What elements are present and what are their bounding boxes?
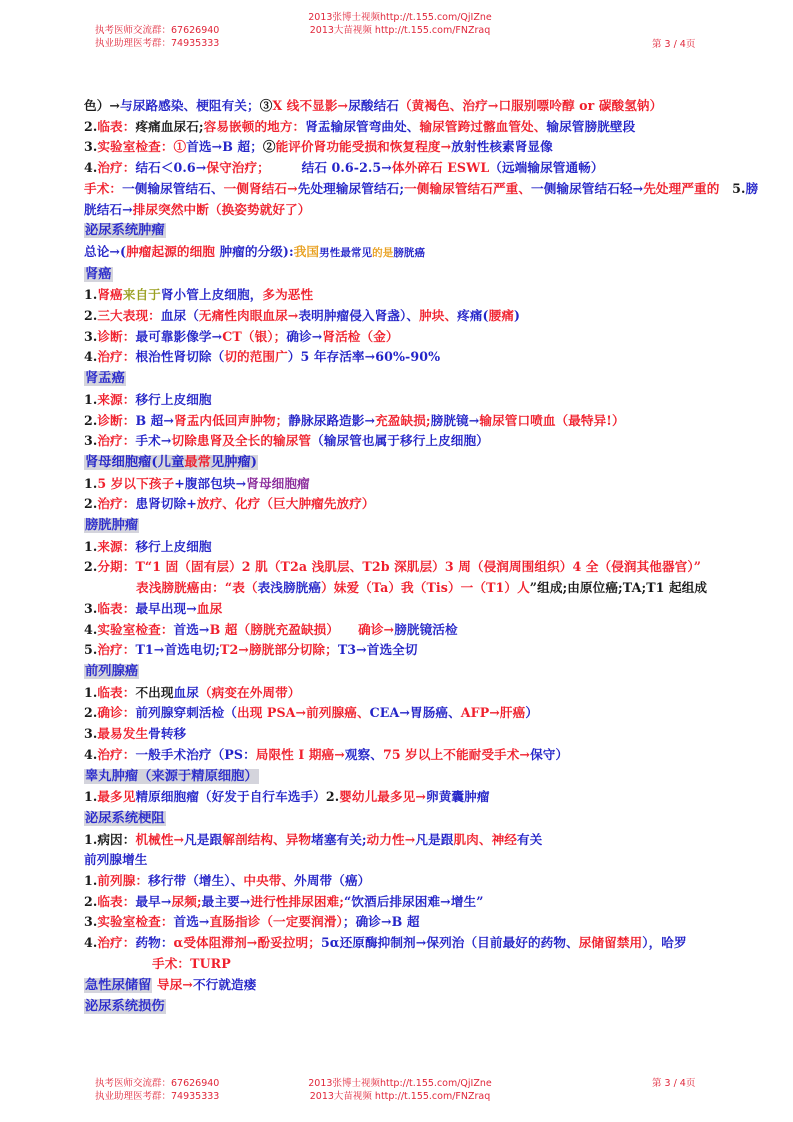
content-line — [84, 912, 764, 933]
document-body — [84, 96, 764, 1018]
text-run: 外周带（癌） — [294, 873, 371, 889]
text-run: 根治性肾切除（ — [135, 349, 225, 365]
text-run: 肾盂内低回声肿物； — [174, 412, 289, 428]
page-number: 第 3 / 4页 — [652, 39, 696, 50]
text-run: 1. — [84, 538, 98, 554]
text-run: 手术： — [152, 955, 191, 971]
text-run: 无痛性肉眼血尿→ — [198, 308, 299, 324]
content-line — [84, 892, 764, 913]
content-line — [84, 599, 764, 620]
text-run: ） — [525, 705, 539, 721]
text-run: 2. — [325, 789, 340, 805]
text-run: 凡是跟 — [415, 831, 454, 847]
text-run: 确诊： — [97, 705, 136, 721]
header-group-line: 执考医师交流群：67626940 — [95, 25, 220, 36]
text-run: （黄褐色、治疗→口服别嘌呤醇 or 碳酸氢钠） — [398, 98, 663, 113]
text-run: 保守治疗； — [206, 160, 264, 176]
content-line — [84, 117, 764, 138]
text-run: 血尿 — [173, 684, 199, 700]
text-run: 4. — [84, 935, 98, 951]
text-run: 前列腺穿刺活检（ — [135, 705, 238, 721]
section-heading-label: 泌尿系统损伤 — [85, 999, 165, 1015]
text-run: 局限性 I 期癌→ — [255, 746, 345, 762]
text-run: 肌肉、神经 — [453, 831, 517, 847]
text-run: 一侧输尿管结石严重、 — [404, 180, 532, 196]
text-run: 临表： — [97, 893, 136, 909]
section-heading-label: 膀胱肿瘤 — [85, 518, 139, 534]
text-run: 手术→ — [135, 433, 172, 449]
text-run: 来源： — [97, 391, 136, 407]
text-run: 4. — [84, 621, 98, 637]
content-line — [84, 537, 764, 558]
text-run: （远端输尿管通畅） — [489, 160, 604, 176]
text-run: （输尿管也属于移行上皮细胞） — [311, 433, 489, 449]
text-run: 肿瘤起源的细胞 — [126, 243, 220, 259]
text-run: 观察、 — [344, 746, 383, 762]
text-run: 5 岁以下孩子 — [97, 475, 175, 491]
text-run: 4. — [84, 160, 98, 176]
text-run: 男性最常见 — [319, 246, 373, 259]
page-header — [0, 0, 793, 50]
text-run: 2. — [84, 412, 98, 428]
text-run: 表浅膀胱癌由：“表（ — [136, 580, 258, 596]
content-line — [84, 347, 764, 368]
content-line — [84, 830, 764, 851]
text-run: 导尿→ — [152, 976, 193, 992]
section-heading-label: 睾丸肿瘤（来源于精原细胞） — [85, 768, 258, 784]
text-run: 1. — [84, 684, 98, 700]
text-run: ），哈罗 — [642, 935, 687, 951]
text-run: 一侧输尿管结石、 — [122, 180, 224, 196]
text-run: 最主要→ — [201, 893, 251, 909]
section-heading — [84, 264, 764, 286]
text-run: 膀胱癌 — [393, 246, 426, 259]
text-run: 疼痛( — [457, 308, 489, 324]
section-heading — [84, 452, 764, 474]
footer-page-number: 第 3 / 4页 — [652, 1078, 696, 1089]
section-heading — [84, 996, 764, 1018]
footer-group-info — [95, 1077, 219, 1103]
text-run: 5. — [719, 180, 746, 196]
text-run: 来自于 — [122, 287, 161, 303]
content-line — [84, 327, 764, 348]
header-video-links — [300, 11, 500, 37]
text-run: 动力性→ — [366, 831, 416, 847]
text-run: 实验室检查： — [97, 621, 174, 637]
text-run: 3. — [84, 600, 98, 616]
text-run: 肾癌 — [97, 287, 123, 303]
text-run: 先处理严重的 — [643, 180, 720, 196]
text-run: 1. — [84, 287, 98, 303]
section-heading — [84, 766, 764, 788]
content-line — [84, 242, 764, 264]
text-run: 最早出现→ — [135, 600, 197, 616]
text-run: 卵黄囊肿瘤 — [426, 789, 490, 805]
text-run: 治疗： — [97, 160, 136, 176]
text-run: 前列腺增生 — [84, 852, 148, 868]
text-run: 治疗： — [97, 349, 136, 365]
text-run: 药物： — [135, 935, 174, 951]
content-line — [84, 306, 764, 327]
text-run: 血尿（ — [160, 308, 199, 324]
text-run: 总论→( — [84, 243, 127, 259]
text-run: X 线不显影→ — [272, 98, 349, 113]
text-run: TURP — [190, 955, 231, 971]
text-run: 3. — [84, 139, 98, 155]
text-run: 肾活检（金） — [322, 328, 399, 344]
text-run: 静脉尿路造影→ — [288, 412, 376, 428]
text-run: 最易发生 — [97, 726, 149, 742]
text-run: 切除患肾及全长的输尿管 — [171, 433, 312, 449]
text-run: 色）→ — [84, 98, 121, 113]
text-run: ；确诊→B 超 — [342, 914, 420, 930]
text-run: 治疗： — [97, 496, 136, 512]
text-run: 肾母细胞瘤(儿童 — [85, 454, 185, 470]
text-run: 分期： — [97, 559, 136, 575]
content-line — [84, 494, 764, 515]
content-line — [84, 933, 764, 954]
text-run: ② — [262, 139, 276, 155]
text-run: 机械性→ — [135, 831, 185, 847]
text-run: 最多见 — [97, 789, 136, 805]
text-run: AFP→肝癌 — [460, 705, 526, 721]
text-run: 移行上皮细胞 — [135, 538, 212, 554]
section-heading-label: 肾癌 — [85, 266, 112, 282]
footer-video-links — [300, 1077, 500, 1103]
text-run: 75 岁以上不能耐受手术→ — [382, 746, 531, 762]
text-run: 精原细胞瘤（好发于自行车选手） — [135, 789, 326, 805]
content-line — [84, 411, 764, 432]
text-run: 见肿瘤) — [210, 454, 258, 470]
content-line — [84, 640, 764, 661]
text-run: ）5 年存活率→60%-90% — [287, 349, 441, 365]
text-run: 能评价肾功能受损和恢复程度→ — [275, 139, 452, 155]
text-run: 治疗： — [97, 746, 136, 762]
content-line — [84, 390, 764, 411]
section-heading — [84, 808, 764, 830]
section-heading-label: 泌尿系统梗阻 — [85, 810, 165, 826]
content-line — [84, 137, 764, 158]
text-run: α受体阻滞剂→酚妥拉明； — [173, 935, 321, 951]
text-run: 实验室检查： — [97, 139, 174, 155]
text-run: ③ — [259, 98, 273, 113]
text-run: 治疗： — [97, 642, 136, 658]
text-run: 输尿管跨过髂血管处、 — [419, 118, 547, 134]
text-run: ）妹爱（Ta）我（Tis）一（T1）人 — [321, 580, 530, 596]
text-run: 移行上皮细胞 — [135, 391, 212, 407]
text-run: 前列腺： — [97, 873, 149, 889]
text-run: 三大表现： — [97, 308, 161, 324]
text-run: 有关 — [516, 831, 543, 847]
text-run: 腰痛 — [488, 308, 515, 324]
text-run: 结石 0.6-2.5→ — [263, 160, 392, 176]
section-heading-label — [84, 455, 258, 470]
text-run: （病变在外周带） — [198, 684, 301, 700]
text-run: 放疗、化疗（巨大肿瘤先放疗） — [196, 496, 375, 512]
text-run: 最常 — [184, 454, 211, 470]
text-run: 临表： — [97, 600, 136, 616]
text-run: 3. — [84, 328, 98, 344]
text-run: 表明肿瘤侵入肾盏）、 — [298, 308, 420, 324]
text-run: 最早→ — [135, 893, 172, 909]
text-run: 2. — [84, 893, 98, 909]
text-run: 5α还原酶抑制剂→保列治（目前最好的药物、 — [320, 935, 579, 951]
section-heading — [84, 220, 764, 242]
content-line — [84, 96, 764, 117]
text-run: 1.病因： — [84, 831, 136, 847]
text-run: +腹部包块→ — [174, 475, 247, 491]
text-run: 直肠指诊（一定要润滑） — [209, 914, 343, 930]
text-run: 诊断： — [97, 412, 136, 428]
text-run: T3→首选全切 — [337, 642, 418, 658]
section-heading — [84, 368, 764, 390]
text-run: 治疗： — [97, 433, 136, 449]
text-run: 2. — [84, 559, 98, 575]
text-run: 手术： — [84, 180, 123, 196]
text-run: 肿块、 — [419, 308, 458, 324]
text-run: 进行性排尿困难; — [250, 893, 344, 909]
content-line — [84, 871, 764, 892]
text-run: 中央带、 — [243, 873, 295, 889]
text-run: 首选→ — [173, 914, 210, 930]
text-run: 2. — [84, 496, 98, 512]
header-video-link[interactable]: 2013张博士视频http://t.155.com/QjIZne — [308, 12, 492, 23]
content-line — [84, 724, 764, 745]
header-group-line: 执业助理医考群：74935333 — [95, 38, 220, 49]
text-run: T“1 固（固有层）2 肌（T2a 浅肌层、T2b 深肌层）3 周（侵润周围组织）4 全（侵润其他器官）” — [135, 559, 702, 575]
text-run: 实验室检查： — [97, 914, 174, 930]
text-run: 4. — [84, 349, 98, 365]
text-run: CT（银）； — [222, 328, 287, 344]
text-run: 表浅膀胱癌 — [257, 580, 322, 596]
header-video-link[interactable]: 2013大苗视频 http://t.155.com/FNZraq — [309, 25, 491, 36]
text-run: B 超（膀胱充盈缺损） 确诊→ — [209, 621, 395, 637]
section-heading-label: 前列腺癌 — [85, 663, 139, 679]
text-run: 先处理输尿管结石; — [297, 180, 405, 196]
text-run: “饮酒后排尿困难→增生” — [343, 893, 484, 909]
text-run: 出现 PSA→前列腺癌、 — [237, 705, 370, 721]
text-run: 凡是跟 — [184, 831, 223, 847]
text-run: 确诊→ — [286, 328, 323, 344]
text-run: 4. — [84, 746, 98, 762]
text-run: 一侧肾结石→ — [223, 180, 298, 196]
text-run: 容易嵌顿的地方： — [203, 118, 306, 134]
text-run: 的是 — [372, 246, 394, 259]
text-run: 解剖结构、异物 — [222, 831, 312, 847]
text-run: 3. — [84, 433, 98, 449]
text-run: 3. — [84, 914, 98, 930]
text-run: 肿瘤的分级): — [219, 243, 294, 259]
text-run: 结石＜0.6→ — [135, 160, 207, 176]
page-footer — [0, 1065, 793, 1105]
content-line — [84, 557, 764, 578]
text-run: 膀胱镜活检 — [394, 621, 458, 637]
section-heading-label: 肾盂癌 — [85, 371, 125, 387]
text-run: 膀胱结石→ — [84, 180, 759, 217]
text-run: 与尿路感染、梗阻有关； — [120, 98, 260, 113]
footer-group-line: 执考医师交流群：67626940 — [95, 1078, 220, 1089]
text-run: 1. — [84, 789, 98, 805]
text-run: 肾盂输尿管弯曲处、 — [305, 118, 420, 134]
text-run: 临表： — [97, 684, 136, 700]
text-run: 保守） — [530, 746, 569, 762]
text-run: 切的范围广 — [224, 349, 288, 365]
text-run: 一般手术治疗（PS： — [135, 746, 256, 762]
text-run: 5. — [84, 642, 98, 658]
text-run: 疼痛血尿石; — [135, 118, 204, 134]
text-run: 2. — [84, 705, 98, 721]
text-run: 肾小管上皮细胞， — [160, 287, 263, 303]
text-run: 患肾切除+ — [135, 496, 197, 512]
content-line — [84, 620, 764, 641]
subsection-title — [84, 850, 764, 871]
text-run: 首选→B 超； — [186, 139, 263, 155]
content-line — [84, 703, 764, 724]
text-run: 来源： — [97, 538, 136, 554]
text-run: 一侧输尿管结石轻→ — [531, 180, 644, 196]
text-run: 1. — [84, 391, 98, 407]
text-run: 诊断： — [97, 328, 136, 344]
text-run: 血尿 — [196, 600, 223, 616]
content-line — [84, 578, 764, 599]
text-run: 不出现 — [135, 684, 174, 700]
text-run: 临表： — [97, 118, 136, 134]
text-run: 排尿突然中断（换姿势就好了） — [132, 201, 311, 217]
section-heading-label: 急性尿储留 — [85, 977, 152, 993]
text-run: ”组成;由原位癌;TA;T1 起组成 — [529, 580, 708, 596]
text-run: 3. — [84, 726, 98, 742]
content-line — [84, 954, 764, 975]
text-run: CEA→胃肠癌、 — [369, 705, 461, 721]
content-line — [84, 683, 764, 704]
content-line — [84, 158, 764, 179]
section-heading — [84, 515, 764, 537]
content-line — [84, 285, 764, 306]
text-run: 多为恶性 — [262, 287, 314, 303]
text-run: 充盈缺损; — [375, 412, 431, 428]
text-run: 2. — [84, 308, 98, 324]
content-line — [84, 474, 764, 495]
text-run: 尿酸结石 — [348, 98, 399, 113]
text-run: T2→膀胱部分切除； — [219, 642, 338, 658]
content-line — [84, 787, 764, 808]
text-run: 2. — [84, 118, 98, 134]
text-run: 首选→ — [173, 621, 210, 637]
section-heading — [84, 661, 764, 683]
text-run: 堵塞有关; — [311, 831, 367, 847]
footer-video-link[interactable]: 2013张博士视频http://t.155.com/QjIZne — [308, 1078, 492, 1089]
text-run: 尿储留禁用 — [578, 935, 643, 951]
footer-video-link[interactable]: 2013大苗视频 http://t.155.com/FNZraq — [309, 1091, 491, 1102]
text-run: 我国 — [293, 243, 320, 259]
text-run: 膀胱镜→ — [430, 412, 480, 428]
text-run: 输尿管口喷血（最特异!） — [479, 412, 625, 428]
text-run: 尿频; — [171, 893, 202, 909]
text-run: 1. — [84, 873, 98, 889]
header-group-info — [95, 24, 219, 50]
footer-group-line: 执业助理医考群：74935333 — [95, 1091, 220, 1102]
text-run: T1→首选电切; — [135, 642, 220, 658]
section-heading-label: 泌尿系统肿瘤 — [85, 223, 165, 239]
text-run: 放射性核素肾显像 — [451, 139, 553, 155]
text-run: 最可靠影像学→ — [135, 328, 223, 344]
text-run: 骨转移 — [148, 726, 187, 742]
text-run: B 超→ — [135, 412, 175, 428]
text-run: 移行带（增生）、 — [148, 873, 244, 889]
text-run: ) — [514, 308, 521, 324]
content-line — [84, 745, 764, 766]
text-run: 治疗： — [97, 935, 136, 951]
content-line — [84, 431, 764, 452]
text-run: 婴幼儿最多见→ — [339, 789, 427, 805]
text-run: 1. — [84, 475, 98, 491]
text-run: 肾母细胞瘤 — [246, 475, 310, 491]
text-run: 输尿管膀胱壁段 — [546, 118, 636, 134]
section-heading — [84, 975, 764, 997]
text-run: 不行就造瘘 — [192, 976, 257, 992]
content-line — [84, 179, 764, 220]
text-run: ① — [173, 139, 187, 155]
text-run: 体外碎石 ESWL — [391, 160, 490, 176]
